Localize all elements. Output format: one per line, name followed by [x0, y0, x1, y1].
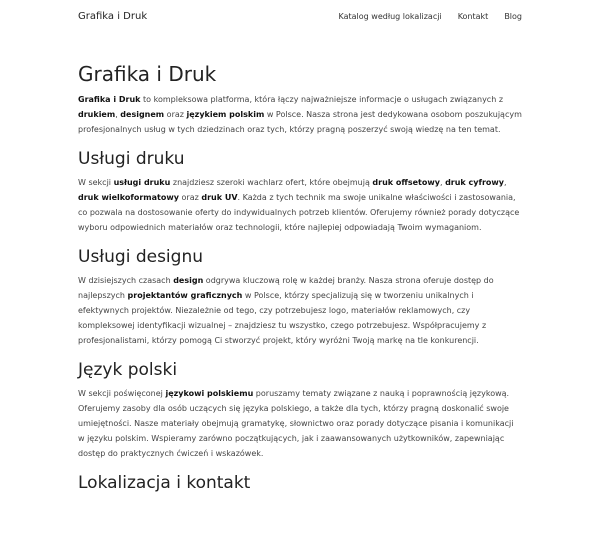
intro-text: oraz — [164, 110, 187, 119]
section-heading-print: Usługi druku — [78, 149, 185, 169]
intro-paragraph — [78, 92, 522, 137]
intro-bold-brand: Grafika i Druk — [78, 95, 141, 104]
nav-link-catalog[interactable]: Katalog według lokalizacji — [338, 12, 442, 21]
language-bold: językowi polskiemu — [165, 389, 254, 398]
intro-text: w Polsce. Nasza strona jest dedykowana osobom poszukującym profesjonalnych usług w tych dziedzinach oraz tych, którzy pragną poszerzyć swoją wiedzę na ten temat. — [78, 110, 522, 134]
section-heading-language: Język polski — [78, 360, 178, 380]
design-text: odgrywa kluczową rolę w każdej branży. Nasza strona oferuje dostęp do najlepszych — [78, 276, 494, 300]
language-paragraph — [78, 386, 522, 461]
print-bold: druk wielkoformatowy — [78, 193, 179, 202]
nav-link-contact[interactable]: Kontakt — [457, 12, 489, 21]
top-navigation-bar — [0, 0, 600, 36]
print-paragraph — [78, 175, 522, 235]
print-text: , — [504, 178, 507, 187]
intro-text: to kompleksowa platforma, która łączy najważniejsze informacje o usługach związanych z — [140, 95, 504, 104]
print-text: znajdziesz szeroki wachlarz ofert, które obejmują — [170, 178, 373, 187]
main-content — [78, 62, 522, 499]
print-bold: druk offsetowy — [372, 178, 440, 187]
design-bold: design — [173, 276, 204, 285]
print-bold: druk UV — [201, 193, 238, 202]
intro-bold-design: designem — [120, 110, 165, 119]
design-bold: projektantów graficznych — [127, 291, 243, 300]
print-bold: druk cyfrowy — [445, 178, 505, 187]
print-text: W sekcji — [78, 178, 114, 187]
nav-link-blog[interactable]: Blog — [504, 12, 522, 21]
design-text: W dzisiejszych czasach — [78, 276, 174, 285]
section-heading-location: Lokalizacja i kontakt — [78, 473, 251, 493]
design-text: w Polsce, którzy specjalizują się w tworzeniu unikalnych i efektywnych projektów. Niezależnie od tego, czy potrzebujesz logo, materiałów reklamowych, czy kompleksowej identyfikacji wizualnej – znajdziesz tu wszystko, czego potrzebujesz. Współpracujemy z profesjonalistami, którzy pomogą Ci stworzyć projekt, który wyróżni Twoją markę na tle konkurencji. — [78, 291, 487, 345]
section-heading-design: Usługi designu — [78, 247, 203, 267]
intro-text: , — [115, 110, 121, 119]
page-title: Grafika i Druk — [78, 62, 217, 86]
print-bold: usługi druku — [113, 178, 171, 187]
intro-bold-language: językiem polskim — [186, 110, 265, 119]
intro-bold-print: drukiem — [78, 110, 116, 119]
language-text: poruszamy tematy związane z nauką i poprawnością językową. Oferujemy zasoby dla osób uczących się języka polskiego, a także dla tych, którzy pragną doskonalić swoje umiejętności. Nasze materiały obejmują gramatykę, słownictwo oraz porady dotyczące pisania i komunikacji w języku polskim. Wspieramy zarówno początkujących, jak i zaawansowanych użytkowników, zapewniając dostęp do praktycznych ćwiczeń i wskazówek. — [78, 389, 514, 458]
language-text: W sekcji poświęconej — [78, 389, 166, 398]
print-text: , — [439, 178, 446, 187]
print-text: . Każda z tych technik ma swoje unikalne właściwości i zastosowania, co pozwala na dostosowanie oferty do indywidualnych potrzeb klientów. Oferujemy również porady dotyczące wyboru odpowiednich materiałów oraz technologii, które najlepiej odpowiadają Twoim wymaganiom. — [78, 193, 520, 232]
print-text: oraz — [178, 193, 202, 202]
design-paragraph — [78, 273, 522, 348]
site-brand[interactable]: Grafika i Druk — [78, 11, 148, 22]
main-nav — [338, 12, 522, 21]
